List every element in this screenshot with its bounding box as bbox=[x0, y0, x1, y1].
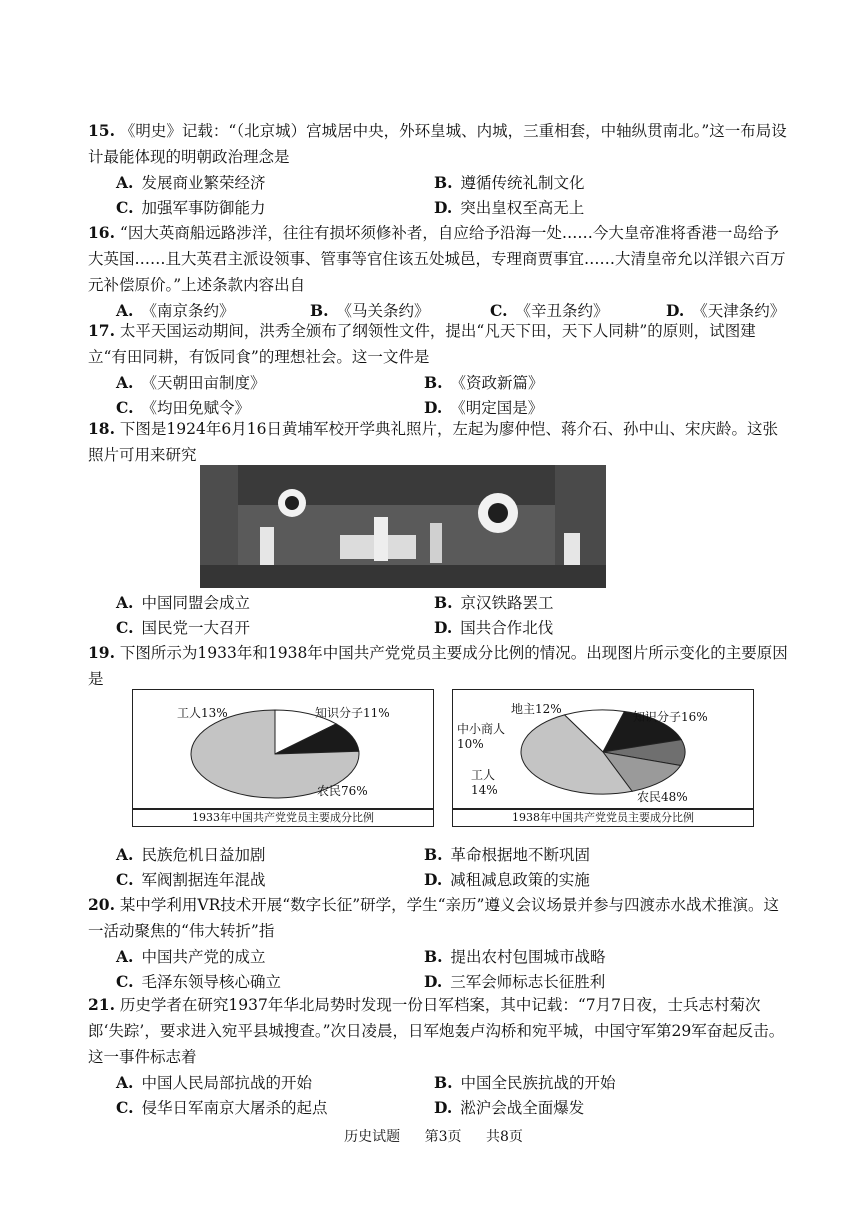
option-d: D. 《明定国是》 bbox=[424, 398, 544, 417]
pie-caption-1938: 1938年中国共产党党员主要成分比例 bbox=[452, 809, 754, 827]
option-a: A. 民族危机日益加剧 bbox=[116, 845, 266, 864]
option-c: C. 加强军事防御能力 bbox=[116, 198, 266, 217]
question-21 bbox=[88, 992, 788, 1120]
option-c: C. 侵华日军南京大屠杀的起点 bbox=[116, 1098, 328, 1117]
question-stem: 下图是1924年6月16日黄埔军校开学典礼照片，左起为廖仲恺、蒋介石、孙中山、宋庆龄。这张照片可用来研究 bbox=[88, 420, 778, 464]
sun-emblem-left bbox=[278, 489, 306, 517]
question-number: 20. bbox=[88, 895, 115, 914]
option-a: A. 《南京条约》 bbox=[116, 301, 235, 320]
option-c: C. 军阀割据连年混战 bbox=[116, 870, 266, 889]
option-b: B. 中国全民族抗战的开始 bbox=[434, 1073, 616, 1092]
question-number: 19. bbox=[88, 643, 115, 662]
pie-label: 工人14% bbox=[471, 768, 498, 797]
sun-emblem-right bbox=[478, 493, 518, 533]
option-b: B. 京汉铁路罢工 bbox=[434, 593, 554, 612]
option-d: D. 减租减息政策的实施 bbox=[424, 870, 590, 889]
option-c: C. 毛泽东领导核心确立 bbox=[116, 972, 281, 991]
option-a: A. 中国共产党的成立 bbox=[116, 947, 266, 966]
question-stem: 某中学利用VR技术开展“数字长征”研学，学生“亲历”遵义会议场景并参与四渡赤水战术推演。这一活动聚焦的“伟大转折”指 bbox=[88, 896, 779, 940]
pie-label: 农民76% bbox=[317, 784, 368, 798]
question-20 bbox=[88, 892, 788, 994]
question-number: 15. bbox=[88, 121, 115, 140]
option-d: D. 三军会师标志长征胜利 bbox=[424, 972, 606, 991]
pie-label: 中小商人10% bbox=[457, 722, 506, 751]
question-number: 18. bbox=[88, 419, 115, 438]
option-a: A. 《天朝田亩制度》 bbox=[116, 373, 266, 392]
question-16 bbox=[88, 220, 788, 323]
pie-caption-1933: 1933年中国共产党党员主要成分比例 bbox=[132, 809, 434, 827]
whampoa-ceremony-photo bbox=[200, 465, 606, 588]
photo-illustration bbox=[200, 465, 606, 588]
question-15 bbox=[88, 118, 788, 220]
option-b: B. 提出农村包围城市战略 bbox=[424, 947, 606, 966]
footer-subject: 历史试题 bbox=[344, 1129, 401, 1145]
pie-label: 知识分子11% bbox=[315, 706, 390, 720]
option-b: B. 《马关条约》 bbox=[310, 301, 430, 320]
question-19-options bbox=[88, 842, 788, 892]
question-stem: 太平天国运动期间，洪秀全颁布了纲领性文件，提出“凡天下田，天下人同耕”的原则，试图建立“有田同耕，有饭同食”的理想社会。这一文件是 bbox=[88, 322, 756, 366]
pie-charts bbox=[132, 689, 754, 829]
pie-label: 地主12% bbox=[511, 702, 562, 716]
pie-chart-1933 bbox=[132, 689, 434, 809]
option-b: B. 革命根据地不断巩固 bbox=[424, 845, 591, 864]
pie-label: 知识分子16% bbox=[633, 710, 708, 724]
option-a: A. 中国人民局部抗战的开始 bbox=[116, 1073, 312, 1092]
question-19 bbox=[88, 640, 788, 692]
option-a: A. 发展商业繁荣经济 bbox=[116, 173, 266, 192]
option-c: C. 国民党一大召开 bbox=[116, 618, 250, 637]
question-17 bbox=[88, 318, 788, 420]
option-d: D. 淞沪会战全面爆发 bbox=[434, 1098, 585, 1117]
option-a: A. 中国同盟会成立 bbox=[116, 593, 250, 612]
pie-chart-1938 bbox=[452, 689, 754, 809]
question-number: 17. bbox=[88, 321, 115, 340]
option-d: D. 《天津条约》 bbox=[666, 301, 786, 320]
question-stem: 《明史》记载：“（北京城）宫城居中央，外环皇城、内城，三重相套，中轴纵贯南北。”这一布局设计最能体现的明朝政治理念是 bbox=[88, 122, 787, 166]
option-c: C. 《均田免赋令》 bbox=[116, 398, 250, 417]
option-c: C. 《辛丑条约》 bbox=[490, 301, 609, 320]
question-18 bbox=[88, 416, 788, 468]
question-18-options bbox=[88, 590, 788, 640]
question-stem: 下图所示为1933年和1938年中国共产党党员主要成分比例的情况。出现图片所示变化的主要原因是 bbox=[88, 644, 788, 688]
option-b: B. 《资政新篇》 bbox=[424, 373, 544, 392]
question-stem: 历史学者在研究1937年华北局势时发现一份日军档案，其中记载：“7月7日夜，士兵志村菊次郎‘失踪’，要求进入宛平县城搜查。”次日凌晨，日军炮轰卢沟桥和宛平城，中国守军第29军奋起反击。这一事件标志着 bbox=[88, 996, 785, 1066]
pie-label: 农民48% bbox=[637, 790, 688, 804]
footer-page: 第3页 bbox=[424, 1129, 462, 1145]
question-stem: “因大英商船远路涉洋，往往有损坏须修补者，自应给予沿海一处……今大皇帝准将香港一岛给予大英国……且大英君主派设领事、管事等官住该五处城邑，专理商贾事宜……大清皇帝允以洋银六百万元补偿原价。”上述条款内容出自 bbox=[88, 224, 786, 294]
footer-total: 共8页 bbox=[485, 1129, 523, 1145]
option-b: B. 遵循传统礼制文化 bbox=[434, 173, 585, 192]
question-number: 16. bbox=[88, 223, 115, 242]
question-number: 21. bbox=[88, 995, 115, 1014]
pie-label: 工人13% bbox=[177, 706, 228, 720]
option-d: D. 国共合作北伐 bbox=[434, 618, 554, 637]
page-footer bbox=[0, 1126, 867, 1146]
option-d: D. 突出皇权至高无上 bbox=[434, 198, 585, 217]
